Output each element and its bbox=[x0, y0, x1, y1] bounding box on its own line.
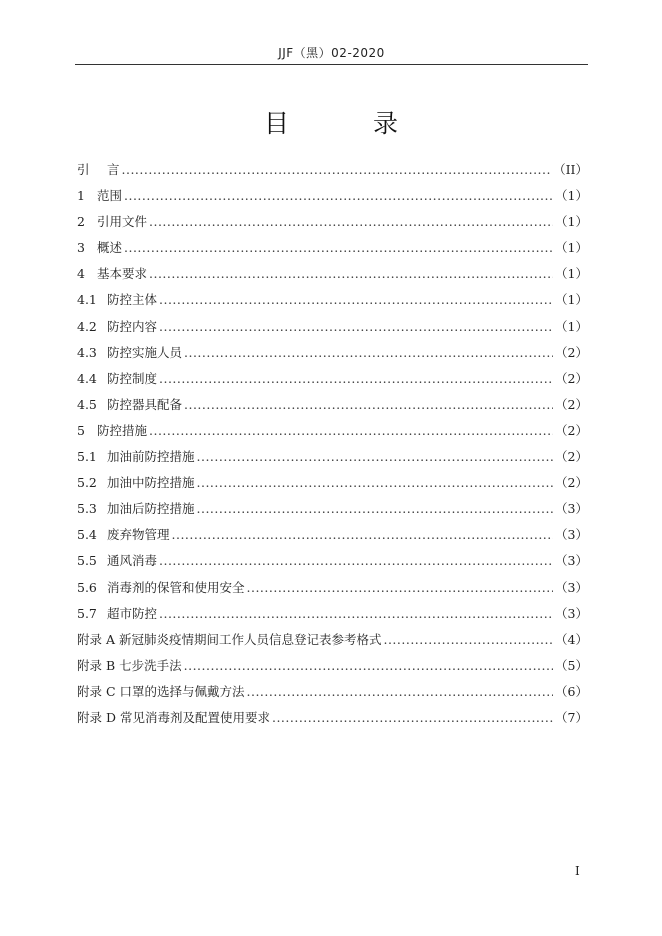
toc-entry-number: 5.7 bbox=[77, 605, 97, 621]
toc-entry-page: （1） bbox=[555, 240, 588, 256]
toc-entry-number: 4.3 bbox=[77, 344, 97, 360]
toc-entry-page: （3） bbox=[555, 605, 588, 621]
toc-entry-label: 附录 A 新冠肺炎疫情期间工作人员信息登记表参考格式 bbox=[77, 631, 382, 647]
toc-entry[interactable] bbox=[77, 496, 588, 522]
toc-entry-page: （2） bbox=[555, 475, 588, 491]
toc-entry-page: （3） bbox=[555, 527, 588, 543]
toc-entry-label: 防控制度 bbox=[107, 370, 158, 386]
toc-entry-number: 3 bbox=[77, 240, 85, 256]
toc-entry[interactable] bbox=[77, 418, 588, 444]
toc-entry-label: 防控主体 bbox=[107, 292, 158, 308]
toc-entry-label: 超市防控 bbox=[107, 605, 158, 621]
toc-dot-leader bbox=[383, 627, 553, 653]
page-number: I bbox=[575, 864, 580, 878]
toc-entry-label: 引用文件 bbox=[97, 214, 148, 230]
toc-entry[interactable] bbox=[77, 575, 588, 601]
toc-entry-number: 引 bbox=[77, 162, 90, 177]
toc-dot-leader bbox=[159, 601, 553, 627]
toc-entry[interactable] bbox=[77, 183, 588, 209]
toc-entry-page: （5） bbox=[555, 657, 588, 673]
toc-entry-label: 消毒剂的保管和使用安全 bbox=[107, 579, 245, 595]
toc-entry-page: （3） bbox=[555, 579, 588, 595]
toc-entry-label: 通风消毒 bbox=[107, 553, 158, 569]
toc-entry-page: （7） bbox=[555, 709, 588, 725]
toc-entry-page: （1） bbox=[555, 214, 588, 230]
toc-dot-leader bbox=[184, 392, 553, 418]
toc-entry[interactable] bbox=[77, 653, 588, 679]
toc-entry-label: 加油前防控措施 bbox=[107, 449, 195, 465]
toc-entry-number: 5.1 bbox=[77, 449, 97, 465]
toc-entry-page: （3） bbox=[555, 501, 588, 517]
toc-entry-number: 1 bbox=[77, 188, 85, 204]
toc-dot-leader bbox=[247, 575, 554, 601]
toc-entry[interactable] bbox=[77, 366, 588, 392]
toc-entry[interactable] bbox=[77, 444, 588, 470]
toc-entry-label: 防控实施人员 bbox=[107, 344, 183, 360]
toc-entry-label: 言 bbox=[107, 162, 120, 177]
toc-entry-page: （6） bbox=[555, 683, 588, 699]
toc-entry[interactable] bbox=[77, 522, 588, 548]
toc-entry-page: （1） bbox=[555, 188, 588, 204]
toc-entry-label: 附录 D 常见消毒剂及配置使用要求 bbox=[77, 709, 270, 725]
toc-entry-label: 基本要求 bbox=[97, 266, 148, 282]
toc-entry-label: 防控措施 bbox=[97, 422, 148, 438]
toc-dot-leader bbox=[197, 470, 554, 496]
toc-entry[interactable] bbox=[77, 705, 588, 731]
toc-dot-leader bbox=[124, 183, 553, 209]
toc-entry-number: 5.3 bbox=[77, 501, 97, 517]
toc-entry[interactable] bbox=[77, 470, 588, 496]
toc-entry[interactable] bbox=[77, 287, 588, 313]
toc-entry-number: 4 bbox=[77, 266, 85, 282]
toc-dot-leader bbox=[172, 522, 554, 548]
toc-dot-leader bbox=[159, 548, 553, 574]
toc-entry-page: （4） bbox=[555, 631, 588, 647]
toc-entry-number: 5.4 bbox=[77, 527, 97, 543]
toc-dot-leader bbox=[149, 418, 553, 444]
toc-entry-number: 5.5 bbox=[77, 553, 97, 569]
toc-dot-leader bbox=[184, 653, 553, 679]
toc-entry[interactable] bbox=[77, 548, 588, 574]
toc-dot-leader bbox=[159, 366, 553, 392]
toc-entry-page: （2） bbox=[555, 396, 588, 412]
toc-entry-page: （2） bbox=[555, 370, 588, 386]
toc-dot-leader bbox=[197, 496, 554, 522]
toc-entry-label: 加油后防控措施 bbox=[107, 501, 195, 517]
table-of-contents bbox=[77, 157, 588, 731]
header-divider bbox=[75, 64, 588, 65]
toc-entry-page: （2） bbox=[555, 422, 588, 438]
toc-entry-number: 5.6 bbox=[77, 579, 97, 595]
toc-entry[interactable] bbox=[77, 340, 588, 366]
toc-entry[interactable] bbox=[77, 679, 588, 705]
toc-entry-label: 防控内容 bbox=[107, 318, 158, 334]
toc-entry-page: （2） bbox=[555, 344, 588, 360]
toc-dot-leader bbox=[159, 314, 553, 340]
toc-entry[interactable] bbox=[77, 209, 588, 235]
toc-entry-page: （1） bbox=[555, 292, 588, 308]
toc-entry-label: 附录 B 七步洗手法 bbox=[77, 657, 182, 673]
toc-entry-number: 5.2 bbox=[77, 475, 97, 491]
toc-entry-page: （1） bbox=[555, 266, 588, 282]
toc-entry[interactable] bbox=[77, 235, 588, 261]
toc-entry-number: 4.1 bbox=[77, 292, 97, 308]
toc-entry[interactable] bbox=[77, 261, 588, 287]
toc-entry[interactable] bbox=[77, 627, 588, 653]
toc-dot-leader bbox=[159, 287, 553, 313]
toc-dot-leader bbox=[149, 209, 553, 235]
toc-entry-number: 5 bbox=[77, 422, 85, 438]
toc-entry[interactable] bbox=[77, 601, 588, 627]
toc-dot-leader bbox=[122, 157, 552, 183]
toc-entry-number: 4.2 bbox=[77, 318, 97, 334]
toc-entry-page: （2） bbox=[555, 449, 588, 465]
toc-entry-label: 加油中防控措施 bbox=[107, 475, 195, 491]
toc-entry-label: 废弃物管理 bbox=[107, 527, 170, 543]
toc-entry[interactable] bbox=[77, 392, 588, 418]
toc-entry-label: 防控器具配备 bbox=[107, 396, 183, 412]
toc-dot-leader bbox=[184, 340, 553, 366]
toc-entry-page: （II） bbox=[553, 162, 588, 177]
toc-entry-number: 4.5 bbox=[77, 396, 97, 412]
toc-entry-page: （3） bbox=[555, 553, 588, 569]
toc-entry[interactable] bbox=[77, 157, 588, 183]
toc-entry-label: 附录 C 口罩的选择与佩戴方法 bbox=[77, 683, 245, 699]
toc-entry-number: 4.4 bbox=[77, 370, 97, 386]
toc-entry-label: 范围 bbox=[97, 188, 123, 204]
page-title: 目 录 bbox=[264, 109, 436, 138]
toc-dot-leader bbox=[247, 679, 554, 705]
toc-entry-label: 概述 bbox=[97, 240, 123, 256]
document-header: JJF（黑）02-2020 bbox=[278, 46, 385, 60]
toc-dot-leader bbox=[197, 444, 554, 470]
toc-dot-leader bbox=[272, 705, 553, 731]
toc-entry[interactable] bbox=[77, 314, 588, 340]
toc-dot-leader bbox=[124, 235, 553, 261]
toc-entry-number: 2 bbox=[77, 214, 85, 230]
toc-dot-leader bbox=[149, 261, 553, 287]
toc-entry-page: （1） bbox=[555, 318, 588, 334]
